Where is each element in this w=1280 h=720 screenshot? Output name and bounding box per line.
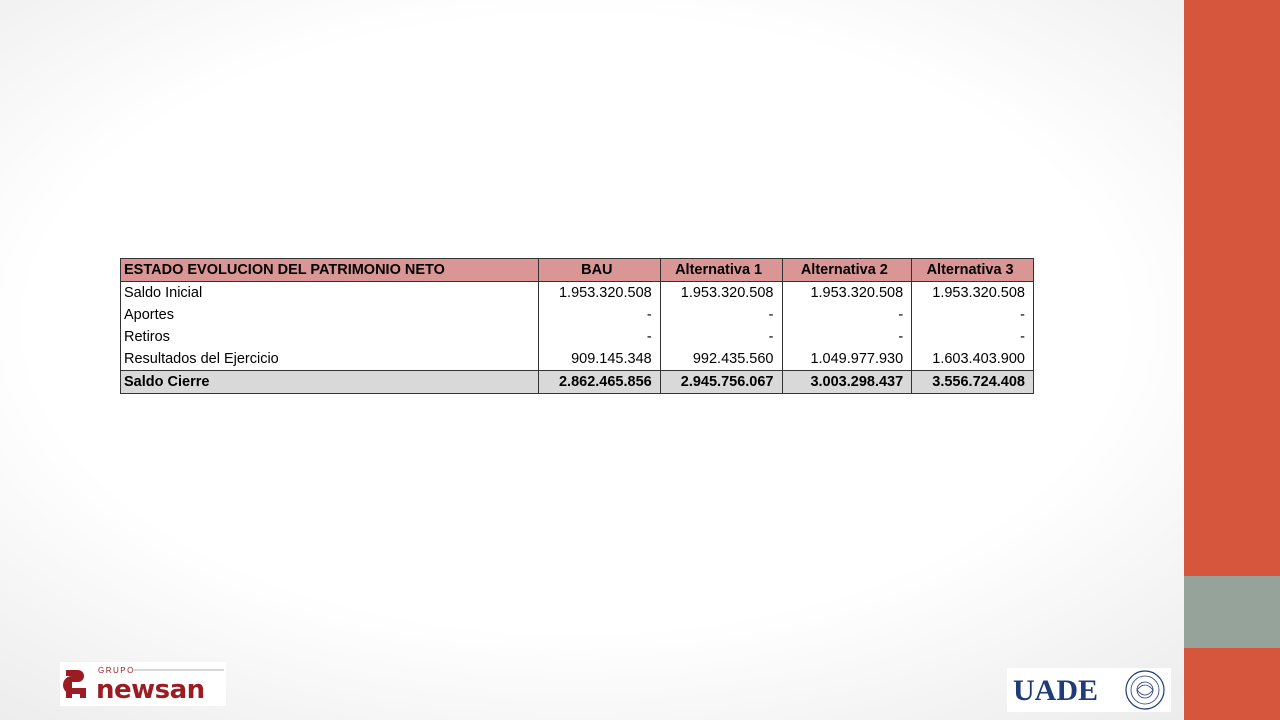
total-value: 2.945.756.067: [660, 371, 782, 394]
cell-value: -: [782, 304, 912, 326]
cell-value: -: [912, 304, 1034, 326]
table-row-saldo-inicial: [121, 282, 1034, 305]
table-row-resultados-del-ejercicio: [121, 348, 1034, 371]
column-header-bau: BAU: [538, 259, 660, 282]
newsan-group-label: GRUPO: [98, 666, 135, 675]
cell-value: -: [538, 304, 660, 326]
table-header-row: [121, 259, 1034, 282]
cell-value: 1.049.977.930: [782, 348, 912, 371]
row-label: Saldo Inicial: [121, 282, 539, 305]
table-row-retiros: [121, 326, 1034, 348]
side-bar-top: [1184, 0, 1280, 576]
table-row-saldo-cierre: [121, 371, 1034, 394]
table-row-aportes: [121, 304, 1034, 326]
row-label: Aportes: [121, 304, 539, 326]
patrimonio-table: [120, 258, 1034, 394]
uade-seal-icon: [1126, 671, 1164, 709]
total-label: Saldo Cierre: [121, 371, 539, 394]
total-value: 2.862.465.856: [538, 371, 660, 394]
column-header-alternativa-2: Alternativa 2: [782, 259, 912, 282]
total-value: 3.003.298.437: [782, 371, 912, 394]
newsan-logo: [60, 662, 226, 706]
cell-value: 992.435.560: [660, 348, 782, 371]
side-accent-bar: [1184, 0, 1280, 720]
cell-value: 1.953.320.508: [912, 282, 1034, 305]
cell-value: -: [660, 304, 782, 326]
table-title: ESTADO EVOLUCION DEL PATRIMONIO NETO: [121, 259, 539, 282]
cell-value: -: [538, 326, 660, 348]
newsan-wordmark: newsan: [96, 675, 205, 705]
cell-value: -: [912, 326, 1034, 348]
cell-value: -: [782, 326, 912, 348]
cell-value: 1.603.403.900: [912, 348, 1034, 371]
row-label: Resultados del Ejercicio: [121, 348, 539, 371]
side-bar-middle: [1184, 576, 1280, 648]
side-bar-bottom: [1184, 648, 1280, 720]
row-label: Retiros: [121, 326, 539, 348]
uade-logo: [1007, 668, 1171, 712]
cell-value: -: [660, 326, 782, 348]
cell-value: 909.145.348: [538, 348, 660, 371]
column-header-alternativa-3: Alternativa 3: [912, 259, 1034, 282]
uade-wordmark: UADE: [1013, 674, 1099, 707]
cell-value: 1.953.320.508: [782, 282, 912, 305]
cell-value: 1.953.320.508: [538, 282, 660, 305]
column-header-alternativa-1: Alternativa 1: [660, 259, 782, 282]
total-value: 3.556.724.408: [912, 371, 1034, 394]
cell-value: 1.953.320.508: [660, 282, 782, 305]
